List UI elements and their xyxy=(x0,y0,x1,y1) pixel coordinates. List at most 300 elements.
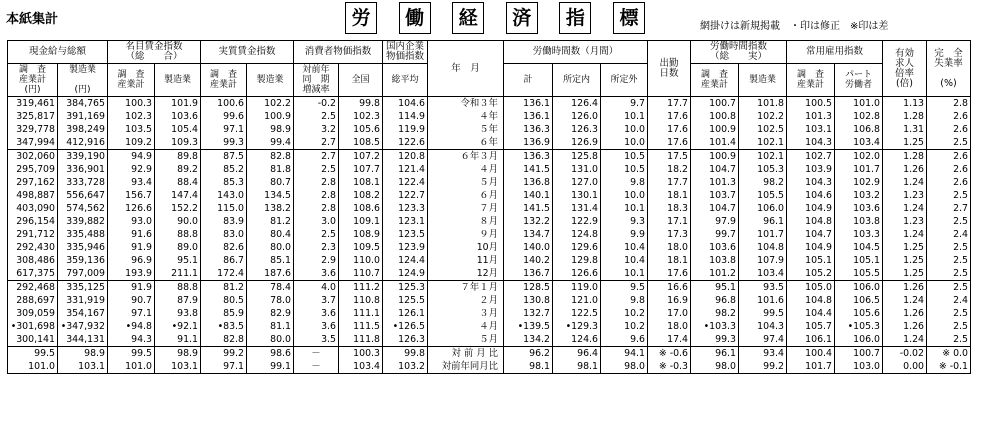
value-cell: 1.24 xyxy=(883,294,927,307)
value-cell: 114.9 xyxy=(383,110,428,123)
value-cell: 101.6 xyxy=(739,294,787,307)
value-cell: 100.4 xyxy=(787,347,835,361)
legend-note: 網掛けは新規掲載 ・印は修正 ※印は差 xyxy=(700,21,889,32)
value-cell: 140.0 xyxy=(504,241,553,254)
table-row xyxy=(8,202,971,215)
value-cell: 111.5 xyxy=(339,320,383,333)
value-cell: 17.4 xyxy=(648,333,691,347)
table-row xyxy=(8,150,971,164)
table-row xyxy=(8,267,971,281)
value-cell: 126.0 xyxy=(553,110,601,123)
value-cell: 104.7 xyxy=(691,163,739,176)
value-cell: 87.5 xyxy=(201,150,247,164)
value-cell: •92.1 xyxy=(155,320,201,333)
value-cell: 80.4 xyxy=(247,228,294,241)
value-cell: 9.3 xyxy=(601,215,648,228)
value-cell: 85.9 xyxy=(201,307,247,320)
value-cell: 98.2 xyxy=(691,307,739,320)
value-cell: 103.6 xyxy=(691,241,739,254)
value-cell: － xyxy=(294,360,339,374)
value-cell: 126.6 xyxy=(108,202,155,215)
value-cell: 104.4 xyxy=(787,307,835,320)
value-cell: 292,468 xyxy=(8,281,58,295)
value-cell: 99.8 xyxy=(339,97,383,111)
value-cell: 85.2 xyxy=(201,163,247,176)
value-cell: 143.0 xyxy=(201,189,247,202)
value-cell: 99.2 xyxy=(201,347,247,361)
value-cell: 104.7 xyxy=(691,202,739,215)
value-cell: •83.5 xyxy=(201,320,247,333)
value-cell: 105.1 xyxy=(787,254,835,267)
period-cell: ４年 xyxy=(428,110,504,123)
period-cell: ４月 xyxy=(428,320,504,333)
value-cell: 110.7 xyxy=(339,267,383,281)
value-cell: 297,162 xyxy=(8,176,58,189)
value-cell: •103.3 xyxy=(691,320,739,333)
value-cell: 336,901 xyxy=(58,163,108,176)
value-cell: 309,059 xyxy=(8,307,58,320)
value-cell: 128.5 xyxy=(504,281,553,295)
value-cell: 104.3 xyxy=(739,320,787,333)
value-cell: 89.2 xyxy=(155,163,201,176)
page-title xyxy=(345,2,645,34)
col-group-cgpi: 国内企業 物価指数 xyxy=(383,41,428,64)
value-cell: 1.24 xyxy=(883,228,927,241)
value-cell: 109.1 xyxy=(339,215,383,228)
value-cell: 16.9 xyxy=(648,294,691,307)
value-cell: 105.1 xyxy=(835,254,883,267)
value-cell: 93.0 xyxy=(108,215,155,228)
value-cell: 101.7 xyxy=(787,360,835,374)
value-cell: 359,136 xyxy=(58,254,108,267)
value-cell: 132.7 xyxy=(504,307,553,320)
value-cell: 0.00 xyxy=(883,360,927,374)
value-cell: 99.6 xyxy=(201,110,247,123)
value-cell: 121.0 xyxy=(553,294,601,307)
value-cell: 93.4 xyxy=(739,347,787,361)
value-cell: 89.0 xyxy=(155,241,201,254)
value-cell: 99.2 xyxy=(739,360,787,374)
value-cell: 3.0 xyxy=(294,215,339,228)
value-cell: 98.9 xyxy=(155,347,201,361)
value-cell: 9.8 xyxy=(601,294,648,307)
value-cell: 17.1 xyxy=(648,215,691,228)
value-cell: 123.1 xyxy=(383,215,428,228)
value-cell: 2.5 xyxy=(927,333,971,347)
table-row xyxy=(8,333,971,347)
value-cell: 136.9 xyxy=(504,136,553,150)
value-cell: 93.8 xyxy=(155,307,201,320)
value-cell: 1.23 xyxy=(883,215,927,228)
value-cell: 99.3 xyxy=(691,333,739,347)
value-cell: 104.8 xyxy=(787,294,835,307)
value-cell: 556,647 xyxy=(58,189,108,202)
value-cell: 172.4 xyxy=(201,267,247,281)
value-cell: 18.2 xyxy=(648,163,691,176)
table-row xyxy=(8,320,971,333)
col-group-hours-index: 労働時間指数 （総 実） xyxy=(691,41,787,64)
col-group-cpi: 消費者物価指数 xyxy=(294,41,383,64)
value-cell: 325,817 xyxy=(8,110,58,123)
value-cell: 129.8 xyxy=(553,254,601,267)
value-cell: 104.9 xyxy=(787,241,835,254)
value-cell: 1.25 xyxy=(883,241,927,254)
value-cell: 88.8 xyxy=(155,281,201,295)
col-parttime: パート 労働者 xyxy=(835,64,883,97)
value-cell: 134.5 xyxy=(247,189,294,202)
value-cell: 105.7 xyxy=(787,320,835,333)
value-cell: 98.0 xyxy=(691,360,739,374)
value-cell: 103.1 xyxy=(155,360,201,374)
value-cell: 18.3 xyxy=(648,202,691,215)
value-cell: 3.2 xyxy=(294,123,339,136)
value-cell: 102.2 xyxy=(247,97,294,111)
value-cell: 103.3 xyxy=(835,228,883,241)
table-row xyxy=(8,254,971,267)
col-mfg-yen: 製造業 (円) xyxy=(58,64,108,97)
value-cell: 329,778 xyxy=(8,123,58,136)
value-cell: 99.1 xyxy=(247,360,294,374)
value-cell: 103.6 xyxy=(835,202,883,215)
value-cell: 82.8 xyxy=(247,150,294,164)
col-unemployment: 完 全 失業率 (%) xyxy=(927,41,971,97)
col-workdays: 出勤 日数 xyxy=(648,41,691,97)
value-cell: 347,994 xyxy=(8,136,58,150)
value-cell: 193.9 xyxy=(108,267,155,281)
value-cell: 102.2 xyxy=(739,110,787,123)
value-cell: 1.28 xyxy=(883,110,927,123)
value-cell: 9.6 xyxy=(601,333,648,347)
value-cell: ※ 0.0 xyxy=(927,347,971,361)
value-cell: 111.1 xyxy=(339,307,383,320)
value-cell: 319,461 xyxy=(8,97,58,111)
value-cell: •105.3 xyxy=(835,320,883,333)
value-cell: 335,125 xyxy=(58,281,108,295)
value-cell: 101.3 xyxy=(787,110,835,123)
value-cell: 3.5 xyxy=(294,333,339,347)
value-cell: 119.0 xyxy=(553,281,601,295)
value-cell: 574,562 xyxy=(58,202,108,215)
value-cell: 1.24 xyxy=(883,176,927,189)
value-cell: 104.6 xyxy=(787,189,835,202)
value-cell: 126.9 xyxy=(553,136,601,150)
value-cell: 99.5 xyxy=(739,307,787,320)
table-row xyxy=(8,123,971,136)
value-cell: 4.0 xyxy=(294,281,339,295)
value-cell: 104.5 xyxy=(835,241,883,254)
value-cell: 93.5 xyxy=(739,281,787,295)
period-cell: ６月 xyxy=(428,189,504,202)
value-cell: 2.3 xyxy=(294,241,339,254)
value-cell: 104.6 xyxy=(383,97,428,111)
value-cell: 331,919 xyxy=(58,294,108,307)
col-mfg: 製造業 xyxy=(155,64,201,97)
period-cell: ６年 xyxy=(428,136,504,150)
value-cell: 80.0 xyxy=(247,333,294,347)
value-cell: 98.2 xyxy=(739,176,787,189)
value-cell: 141.5 xyxy=(504,163,553,176)
value-cell: 103.6 xyxy=(155,110,201,123)
value-cell: 103.2 xyxy=(383,360,428,374)
value-cell: 10.2 xyxy=(601,320,648,333)
table-row xyxy=(8,294,971,307)
value-cell: 136.1 xyxy=(504,110,553,123)
value-cell: 108.2 xyxy=(339,189,383,202)
col-scheduled: 所定内 xyxy=(553,64,601,97)
value-cell: 99.5 xyxy=(8,347,58,361)
table-row xyxy=(8,176,971,189)
value-cell: 9.5 xyxy=(601,281,648,295)
value-cell: 108.1 xyxy=(339,176,383,189)
value-cell: 16.6 xyxy=(648,281,691,295)
value-cell: 101.3 xyxy=(691,176,739,189)
value-cell: ※ -0.6 xyxy=(648,347,691,361)
value-cell: 91.9 xyxy=(108,281,155,295)
period-cell: 11月 xyxy=(428,254,504,267)
value-cell: 82.8 xyxy=(201,333,247,347)
value-cell: 123.5 xyxy=(383,228,428,241)
value-cell: 403,090 xyxy=(8,202,58,215)
value-cell: 339,882 xyxy=(58,215,108,228)
value-cell: 2.6 xyxy=(927,163,971,176)
value-cell: 136.1 xyxy=(504,97,553,111)
period-cell: 令和３年 xyxy=(428,97,504,111)
value-cell: － xyxy=(294,347,339,361)
value-cell: 1.23 xyxy=(883,189,927,202)
value-cell: 122.5 xyxy=(553,307,601,320)
value-cell: 2.5 xyxy=(927,267,971,281)
value-cell: 2.7 xyxy=(294,150,339,164)
value-cell: 1.28 xyxy=(883,150,927,164)
value-cell: 134.7 xyxy=(504,228,553,241)
value-cell: 101.9 xyxy=(155,97,201,111)
value-cell: 132.2 xyxy=(504,215,553,228)
period-cell: ７月 xyxy=(428,202,504,215)
value-cell: 124.8 xyxy=(553,228,601,241)
value-cell: 105.4 xyxy=(155,123,201,136)
value-cell: 102.9 xyxy=(835,176,883,189)
value-cell: 18.1 xyxy=(648,254,691,267)
value-cell: 1.24 xyxy=(883,202,927,215)
value-cell: 105.5 xyxy=(739,189,787,202)
value-cell: 156.7 xyxy=(108,189,155,202)
table-row xyxy=(8,281,971,295)
value-cell: 98.6 xyxy=(247,347,294,361)
value-cell: 124.6 xyxy=(553,333,601,347)
value-cell: 797,009 xyxy=(58,267,108,281)
col-group-nominal-wage: 名目賃金指数 （総 合） xyxy=(108,41,201,64)
col-total: 計 xyxy=(504,64,553,97)
value-cell: 99.3 xyxy=(201,136,247,150)
value-cell: 98.1 xyxy=(553,360,601,374)
value-cell: 100.7 xyxy=(691,97,739,111)
value-cell: 82.6 xyxy=(201,241,247,254)
value-cell: 101.4 xyxy=(691,136,739,150)
value-cell: 17.7 xyxy=(648,176,691,189)
value-cell: 108.5 xyxy=(339,136,383,150)
value-cell: 288,697 xyxy=(8,294,58,307)
value-cell: 101.0 xyxy=(108,360,155,374)
value-cell: 81.2 xyxy=(247,215,294,228)
value-cell: 96.2 xyxy=(504,347,553,361)
value-cell: 9.9 xyxy=(601,228,648,241)
value-cell: 103.2 xyxy=(835,189,883,202)
value-cell: 122.4 xyxy=(383,176,428,189)
value-cell: 100.9 xyxy=(691,123,739,136)
value-cell: 339,190 xyxy=(58,150,108,164)
value-cell: 107.9 xyxy=(739,254,787,267)
value-cell: 130.8 xyxy=(504,294,553,307)
value-cell: 136.8 xyxy=(504,176,553,189)
table-row xyxy=(8,307,971,320)
value-cell: 9.7 xyxy=(601,97,648,111)
value-cell: 92.9 xyxy=(108,163,155,176)
value-cell: 100.6 xyxy=(201,97,247,111)
value-cell: •301,698 xyxy=(8,320,58,333)
value-cell: 141.5 xyxy=(504,202,553,215)
col-survey-yen: 調 査 産業計 (円) xyxy=(8,64,58,97)
value-cell: 2.6 xyxy=(927,176,971,189)
value-cell: -0.2 xyxy=(294,97,339,111)
value-cell: 94.1 xyxy=(601,347,648,361)
value-cell: 102.3 xyxy=(339,110,383,123)
value-cell: 85.1 xyxy=(247,254,294,267)
title-char: 指 xyxy=(559,2,591,34)
value-cell: 2.4 xyxy=(927,294,971,307)
value-cell: 3.6 xyxy=(294,320,339,333)
col-survey: 調 査 産業計 xyxy=(108,64,155,97)
value-cell: 291,712 xyxy=(8,228,58,241)
value-cell: 617,375 xyxy=(8,267,58,281)
value-cell: 105.5 xyxy=(835,267,883,281)
value-cell: 102.0 xyxy=(835,150,883,164)
value-cell: 106.8 xyxy=(835,123,883,136)
value-cell: 91.1 xyxy=(155,333,201,347)
table-row xyxy=(8,136,971,150)
value-cell: 100.9 xyxy=(247,110,294,123)
table-row xyxy=(8,241,971,254)
value-cell: 308,486 xyxy=(8,254,58,267)
value-cell: 10.4 xyxy=(601,241,648,254)
value-cell: 88.8 xyxy=(155,228,201,241)
table-row xyxy=(8,215,971,228)
value-cell: 295,709 xyxy=(8,163,58,176)
col-average: 総平均 xyxy=(383,64,428,97)
title-char: 済 xyxy=(506,2,538,34)
value-cell: 2.6 xyxy=(927,110,971,123)
col-group-hours: 労働時間数（月間） xyxy=(504,41,648,64)
value-cell: 211.1 xyxy=(155,267,201,281)
value-cell: 2.8 xyxy=(927,97,971,111)
value-cell: 100.7 xyxy=(835,347,883,361)
value-cell: 103.4 xyxy=(339,360,383,374)
title-char: 経 xyxy=(452,2,484,34)
value-cell: 110.8 xyxy=(339,294,383,307)
value-cell: 100.5 xyxy=(787,97,835,111)
value-cell: 105.6 xyxy=(339,123,383,136)
value-cell: 104.9 xyxy=(787,202,835,215)
value-cell: 78.0 xyxy=(247,294,294,307)
value-cell: 95.1 xyxy=(691,281,739,295)
value-cell: 83.9 xyxy=(201,215,247,228)
value-cell: 384,765 xyxy=(58,97,108,111)
value-cell: 100.3 xyxy=(108,97,155,111)
value-cell: •94.8 xyxy=(108,320,155,333)
value-cell: 96.4 xyxy=(553,347,601,361)
value-cell: 2.5 xyxy=(927,307,971,320)
value-cell: 1.26 xyxy=(883,163,927,176)
period-cell: ３月 xyxy=(428,307,504,320)
value-cell: 102.1 xyxy=(739,150,787,164)
value-cell: 101.0 xyxy=(8,360,58,374)
value-cell: 106.0 xyxy=(835,281,883,295)
value-cell: 136.7 xyxy=(504,267,553,281)
value-cell: 105.6 xyxy=(835,307,883,320)
value-cell: 97.1 xyxy=(201,360,247,374)
value-cell: 398,249 xyxy=(58,123,108,136)
value-cell: 131.0 xyxy=(553,163,601,176)
value-cell: 335,946 xyxy=(58,241,108,254)
value-cell: 102.5 xyxy=(739,123,787,136)
value-cell: 17.0 xyxy=(648,307,691,320)
value-cell: 98.0 xyxy=(601,360,648,374)
value-cell: 335,488 xyxy=(58,228,108,241)
value-cell: 103.8 xyxy=(691,254,739,267)
value-cell: 1.26 xyxy=(883,320,927,333)
title-char: 労 xyxy=(345,2,377,34)
value-cell: 99.5 xyxy=(108,347,155,361)
value-cell: 123.9 xyxy=(383,241,428,254)
value-cell: 2.5 xyxy=(927,136,971,150)
period-cell: ５年 xyxy=(428,123,504,136)
table-row xyxy=(8,360,971,374)
value-cell: ※ -0.1 xyxy=(927,360,971,374)
col-mfg: 製造業 xyxy=(739,64,787,97)
value-cell: 105.0 xyxy=(787,281,835,295)
value-cell: 103.0 xyxy=(835,360,883,374)
table-row xyxy=(8,189,971,202)
value-cell: 91.9 xyxy=(108,241,155,254)
value-cell: 109.2 xyxy=(108,136,155,150)
value-cell: 106.5 xyxy=(835,294,883,307)
value-cell: 136.3 xyxy=(504,123,553,136)
period-cell: 対 前 月 比 xyxy=(428,347,504,361)
value-cell: 80.5 xyxy=(201,294,247,307)
value-cell: 10.0 xyxy=(601,123,648,136)
value-cell: 103.4 xyxy=(835,136,883,150)
value-cell: 98.9 xyxy=(58,347,108,361)
value-cell: 2.5 xyxy=(294,110,339,123)
value-cell: 99.4 xyxy=(247,136,294,150)
value-cell: 2.9 xyxy=(294,254,339,267)
value-cell: 96.8 xyxy=(691,294,739,307)
value-cell: 99.8 xyxy=(383,347,428,361)
value-cell: 94.3 xyxy=(108,333,155,347)
value-cell: 97.1 xyxy=(108,307,155,320)
value-cell: 344,131 xyxy=(58,333,108,347)
value-cell: 106.0 xyxy=(835,333,883,347)
value-cell: 124.9 xyxy=(383,267,428,281)
value-cell: 125.5 xyxy=(383,294,428,307)
value-cell: 80.0 xyxy=(247,241,294,254)
value-cell: 2.4 xyxy=(927,228,971,241)
value-cell: 91.6 xyxy=(108,228,155,241)
value-cell: 100.8 xyxy=(691,110,739,123)
value-cell: 125.8 xyxy=(553,150,601,164)
value-cell: 17.3 xyxy=(648,228,691,241)
period-cell: ８月 xyxy=(428,215,504,228)
value-cell: 2.5 xyxy=(294,228,339,241)
